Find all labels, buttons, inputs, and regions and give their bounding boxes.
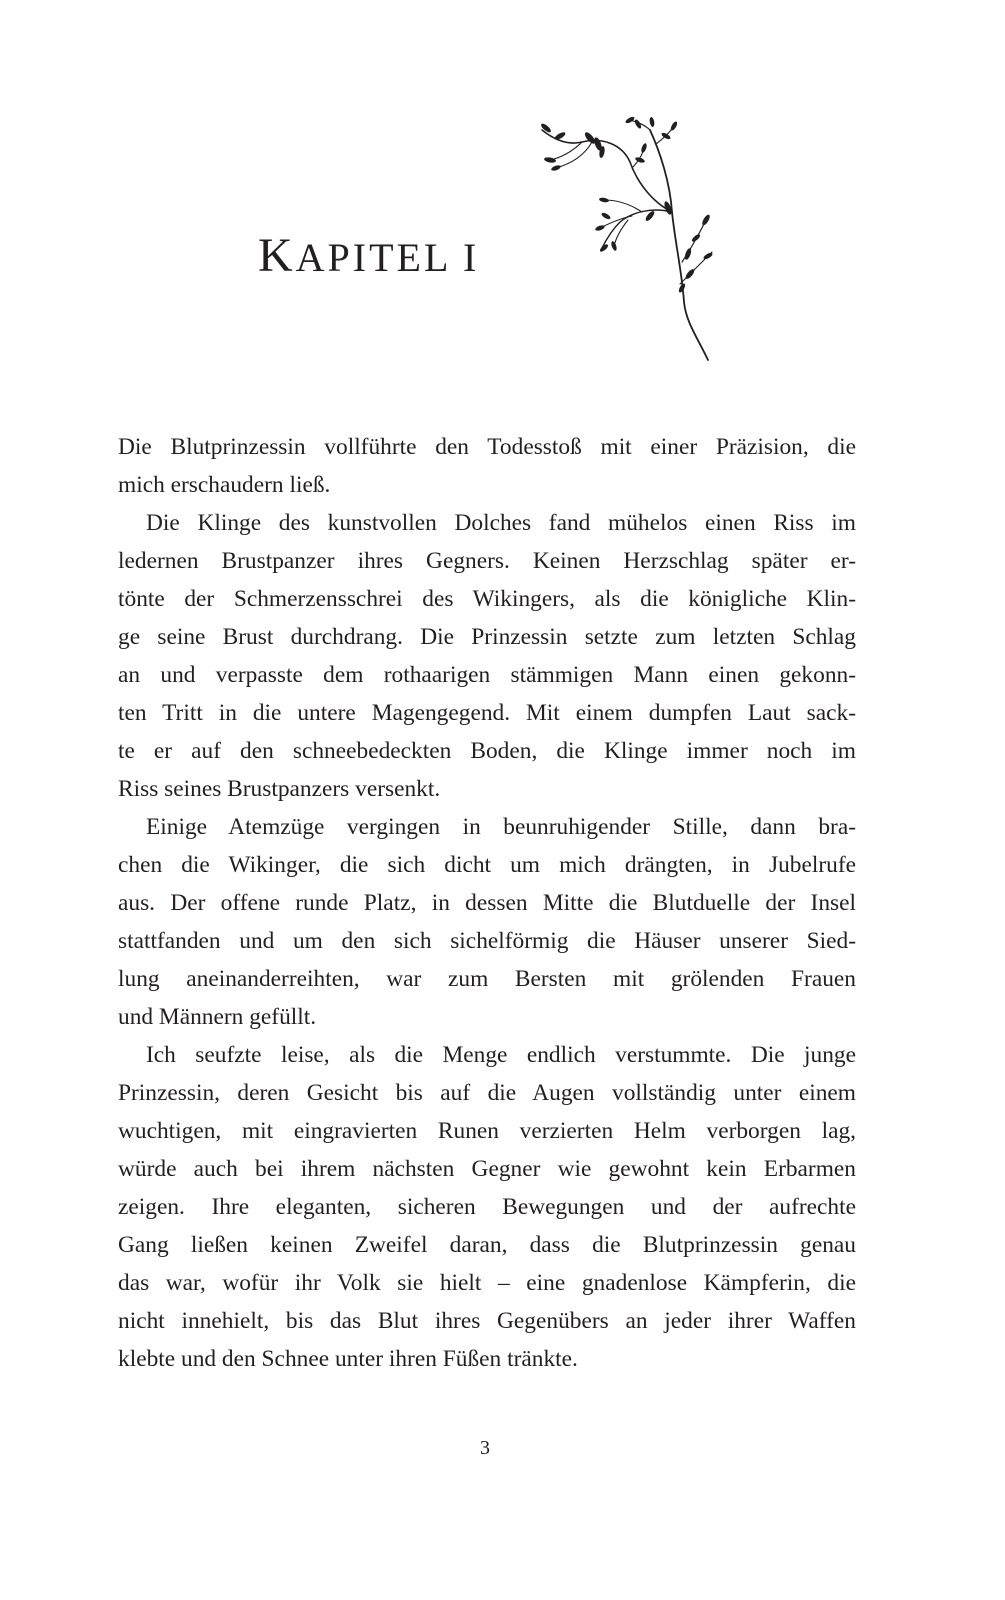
- text-line: Gang ließen keinen Zweifel daran, dass die Blutprinzessin genau: [118, 1232, 856, 1258]
- paragraph: [118, 428, 856, 504]
- text-line: Die Klinge des kunstvollen Dolches fand mühelos einen Riss im: [146, 510, 856, 536]
- chapter-title-initial: K: [258, 229, 296, 282]
- page-number: 3: [480, 1437, 490, 1459]
- text-line: ten Tritt in die untere Magengegend. Mit einem dumpfen Laut sack-: [118, 700, 856, 726]
- text-line: Prinzessin, deren Gesicht bis auf die Augen vollständig unter einem: [118, 1080, 856, 1106]
- text-line: wuchtigen, mit eingravierten Runen verzierten Helm verborgen lag,: [118, 1118, 856, 1144]
- chapter-title-rest: APITEL I: [295, 235, 480, 280]
- text-line: ge seine Brust durchdrang. Die Prinzessin setzte zum letzten Schlag: [118, 624, 856, 650]
- paragraph: [118, 808, 856, 1036]
- text-line: Ich seufzte leise, als die Menge endlich verstummte. Die junge: [146, 1042, 856, 1068]
- text-line: würde auch bei ihrem nächsten Gegner wie gewohnt kein Erbarmen: [118, 1156, 856, 1182]
- text-line: te er auf den schneebedeckten Boden, die Klinge immer noch im: [118, 738, 856, 764]
- text-line: klebte und den Schnee unter ihren Füßen tränkte.: [118, 1346, 578, 1372]
- botanical-branch-icon: [532, 112, 722, 362]
- text-line: mich erschaudern ließ.: [118, 472, 331, 498]
- text-line: stattfanden und um den sich sichelförmig die Häuser unserer Sied-: [118, 928, 856, 954]
- text-line: Riss seines Brustpanzers versenkt.: [118, 776, 441, 802]
- text-line: an und verpasste dem rothaarigen stämmigen Mann einen gekonn-: [118, 662, 856, 688]
- text-line: Einige Atemzüge vergingen in beunruhigender Stille, dann bra-: [146, 814, 856, 840]
- text-line: tönte der Schmerzensschrei des Wikingers, als die königliche Klin-: [118, 586, 856, 612]
- text-line: Die Blutprinzessin vollführte den Todesstoß mit einer Präzision, die: [118, 434, 856, 460]
- text-line: nicht innehielt, bis das Blut ihres Gegenübers an jeder ihrer Waffen: [118, 1308, 856, 1334]
- chapter-body: [118, 428, 856, 1378]
- text-line: zeigen. Ihre eleganten, sicheren Bewegungen und der aufrechte: [118, 1194, 856, 1220]
- paragraph: [118, 1036, 856, 1378]
- text-line: lung aneinanderreihten, war zum Bersten mit grölenden Frauen: [118, 966, 856, 992]
- text-line: und Männern gefüllt.: [118, 1004, 317, 1030]
- text-line: chen die Wikinger, die sich dicht um mich drängten, in Jubelrufe: [118, 852, 856, 878]
- paragraph: [118, 504, 856, 808]
- text-line: das war, wofür ihr Volk sie hielt – eine gnadenlose Kämpferin, die: [118, 1270, 856, 1296]
- text-line: aus. Der offene runde Platz, in dessen Mitte die Blutduelle der Insel: [118, 890, 856, 916]
- chapter-title: [258, 229, 480, 282]
- text-line: ledernen Brustpanzer ihres Gegners. Keinen Herzschlag später er-: [118, 548, 856, 574]
